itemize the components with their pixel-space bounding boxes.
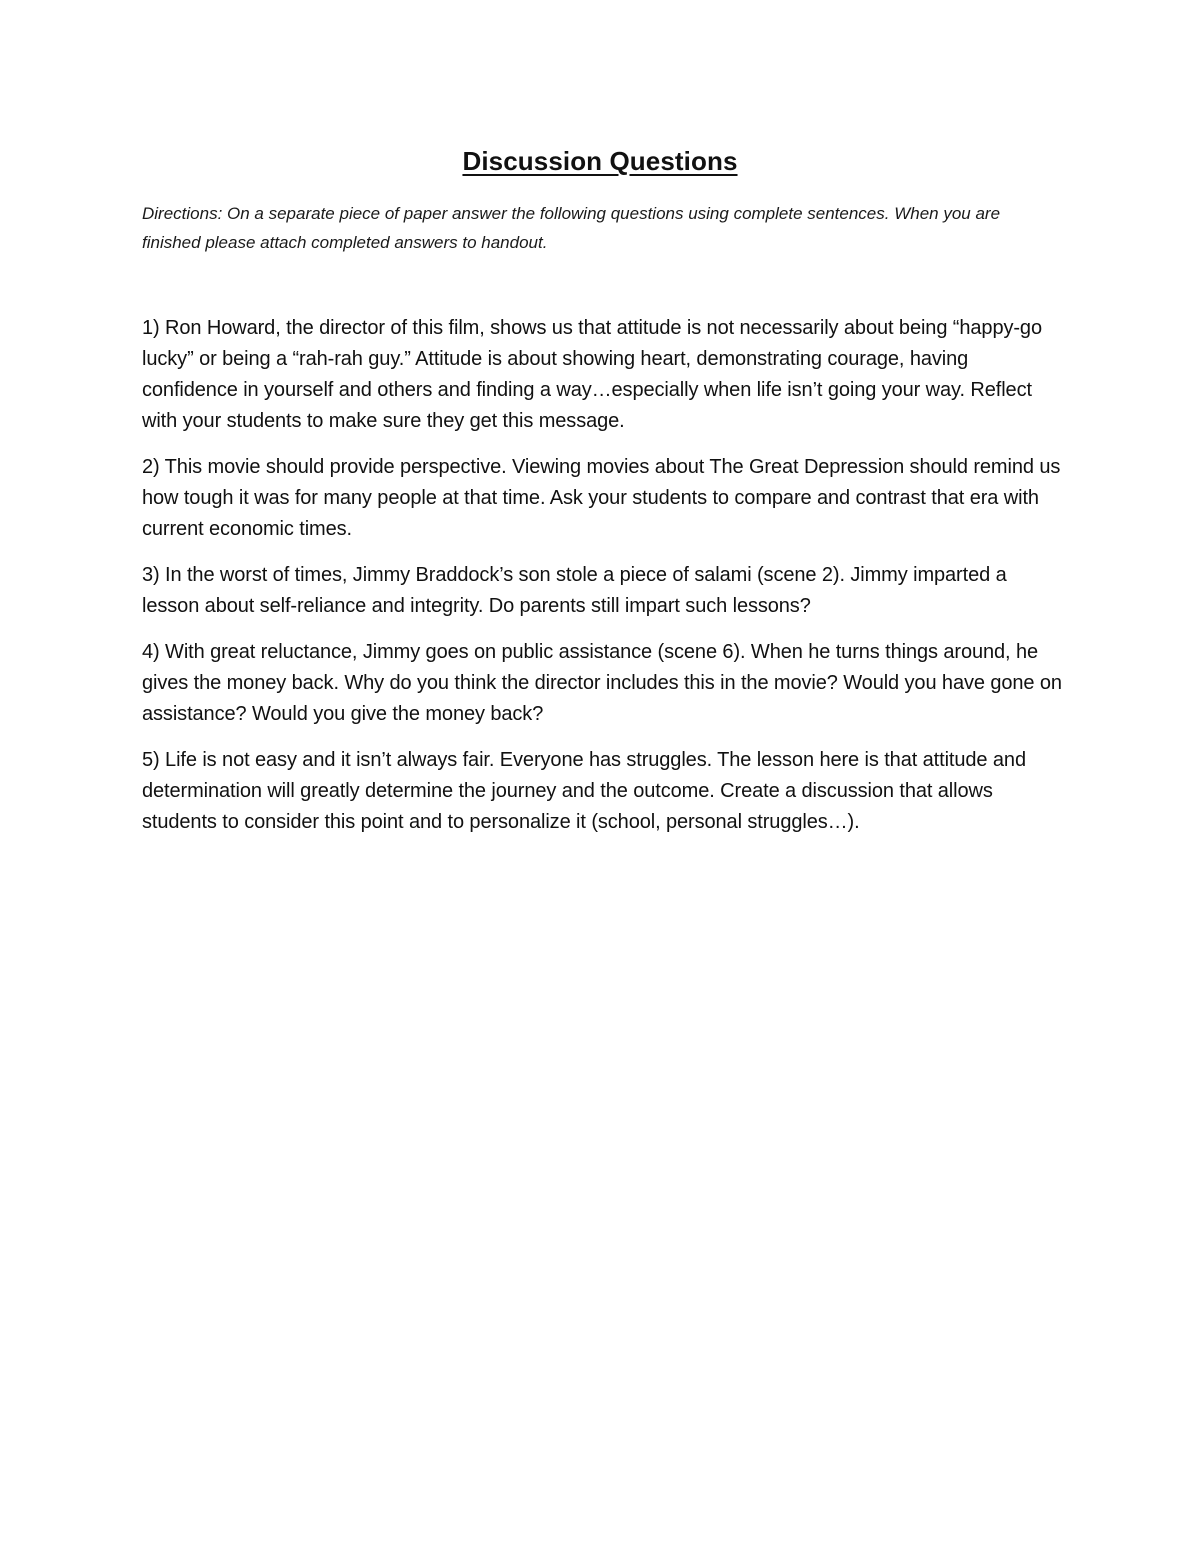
directions-text: Directions: On a separate piece of paper answer the following questions using complete sentences. When you are finished please attach completed answers to handout. <box>142 204 1001 252</box>
question-4: 4) With great reluctance, Jimmy goes on public assistance (scene 6). When he turns things around, he gives the money back. Why do you think the director includes this in the movie? Would you have gone on assistance? Would you give the money back? <box>142 641 1062 725</box>
question-3: 3) In the worst of times, Jimmy Braddock’s son stole a piece of salami (scene 2). Jimmy imparted a lesson about self-reliance and integrity. Do parents still impart such lessons? <box>142 564 1007 617</box>
question-1: 1) Ron Howard, the director of this film, shows us that attitude is not necessarily about being “happy-go lucky” or being a “rah-rah guy.” Attitude is about showing heart, demonstrating courage, having confidence in yourself and others and finding a way…especially when life isn’t going your way. Reflect with your students to make sure they get this message. <box>142 317 1042 432</box>
question-list <box>142 313 1067 853</box>
question-2: 2) This movie should provide perspective. Viewing movies about The Great Depression should remind us how tough it was for many people at that time. Ask your students to compare and contrast that era with current economic times. <box>142 456 1061 540</box>
question-5: 5) Life is not easy and it isn’t always fair. Everyone has struggles. The lesson here is that attitude and determination will greatly determine the journey and the outcome. Create a discussion that allows students to consider this point and to personalize it (school, personal struggles…). <box>142 749 1026 833</box>
page-title: Discussion Questions <box>462 146 738 176</box>
